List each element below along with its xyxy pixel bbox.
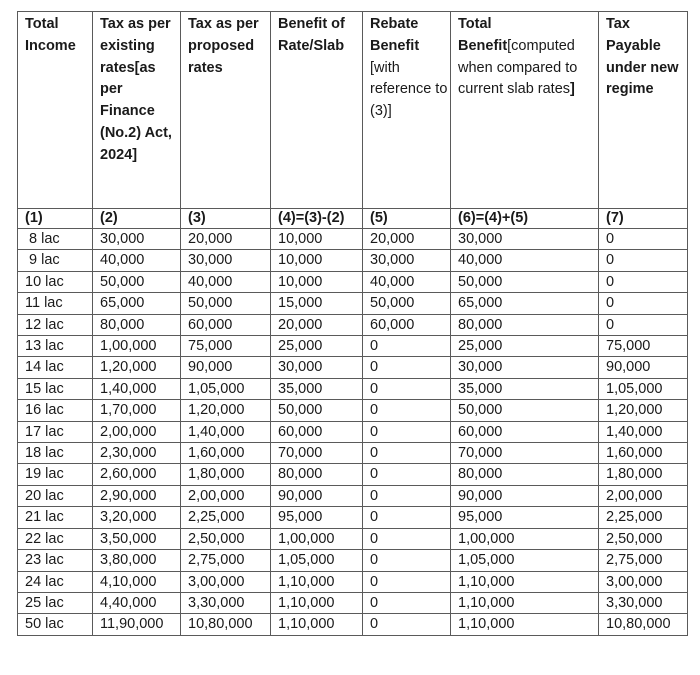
header-row <box>18 12 688 209</box>
header-regular-text: [computed when compared to current slab rates <box>458 37 578 98</box>
table-row <box>18 485 688 506</box>
table-row <box>18 378 688 399</box>
cell-total-benefit: 1,10,000 <box>451 614 599 635</box>
cell-total-income: 13 lac <box>18 336 93 357</box>
cell-tax-existing: 4,40,000 <box>93 592 181 613</box>
cell-total-income: 14 lac <box>18 357 93 378</box>
cell-total-benefit: 80,000 <box>451 314 599 335</box>
cell-rebate-benefit: 0 <box>363 550 451 571</box>
cell-tax-proposed: 3,30,000 <box>181 592 271 613</box>
cell-tax-payable-new: 1,20,000 <box>599 400 688 421</box>
cell-rate-slab-benefit: 20,000 <box>271 314 363 335</box>
cell-rate-slab-benefit: 1,05,000 <box>271 550 363 571</box>
cell-tax-payable-new: 0 <box>599 271 688 292</box>
index-tax-payable-new: (7) <box>599 209 688 229</box>
table-row <box>18 250 688 271</box>
index-rebate-benefit: (5) <box>363 209 451 229</box>
cell-rebate-benefit: 0 <box>363 507 451 528</box>
cell-tax-proposed: 40,000 <box>181 271 271 292</box>
cell-rebate-benefit: 40,000 <box>363 271 451 292</box>
cell-rate-slab-benefit: 60,000 <box>271 421 363 442</box>
header-rate-slab-benefit <box>271 12 363 209</box>
cell-rebate-benefit: 20,000 <box>363 229 451 250</box>
cell-tax-existing: 4,10,000 <box>93 571 181 592</box>
cell-tax-payable-new: 0 <box>599 293 688 314</box>
cell-total-income: 50 lac <box>18 614 93 635</box>
header-total-benefit <box>451 12 599 209</box>
cell-tax-existing: 3,50,000 <box>93 528 181 549</box>
header-regular-text: [with reference to (3)] <box>370 59 448 120</box>
table-row <box>18 443 688 464</box>
cell-total-income: 17 lac <box>18 421 93 442</box>
cell-total-income: 23 lac <box>18 550 93 571</box>
cell-rate-slab-benefit: 15,000 <box>271 293 363 314</box>
cell-total-benefit: 65,000 <box>451 293 599 314</box>
cell-rate-slab-benefit: 1,10,000 <box>271 571 363 592</box>
cell-tax-existing: 1,00,000 <box>93 336 181 357</box>
cell-tax-payable-new: 3,00,000 <box>599 571 688 592</box>
cell-tax-proposed: 1,80,000 <box>181 464 271 485</box>
table-row <box>18 464 688 485</box>
index-tax-existing: (2) <box>93 209 181 229</box>
cell-tax-payable-new: 2,00,000 <box>599 485 688 506</box>
table-row <box>18 229 688 250</box>
cell-total-income: 12 lac <box>18 314 93 335</box>
cell-tax-existing: 1,40,000 <box>93 378 181 399</box>
cell-rebate-benefit: 0 <box>363 421 451 442</box>
cell-total-benefit: 60,000 <box>451 421 599 442</box>
header-tax-existing <box>93 12 181 209</box>
header-bold-text: Total Income <box>25 16 76 54</box>
header-bold-text: Rebate Benefit <box>370 16 420 54</box>
cell-rebate-benefit: 0 <box>363 400 451 421</box>
table-row <box>18 357 688 378</box>
cell-total-income: 10 lac <box>18 271 93 292</box>
cell-total-benefit: 25,000 <box>451 336 599 357</box>
header-bold-text: Tax as per proposed rates <box>188 16 259 76</box>
cell-rebate-benefit: 0 <box>363 614 451 635</box>
cell-rate-slab-benefit: 90,000 <box>271 485 363 506</box>
cell-rebate-benefit: 0 <box>363 464 451 485</box>
cell-rebate-benefit: 0 <box>363 357 451 378</box>
cell-tax-existing: 65,000 <box>93 293 181 314</box>
cell-total-benefit: 1,10,000 <box>451 592 599 613</box>
cell-rate-slab-benefit: 70,000 <box>271 443 363 464</box>
index-tax-proposed: (3) <box>181 209 271 229</box>
cell-rebate-benefit: 0 <box>363 528 451 549</box>
cell-tax-payable-new: 75,000 <box>599 336 688 357</box>
cell-total-income: 22 lac <box>18 528 93 549</box>
cell-tax-existing: 50,000 <box>93 271 181 292</box>
cell-tax-existing: 3,80,000 <box>93 550 181 571</box>
cell-rate-slab-benefit: 1,10,000 <box>271 592 363 613</box>
cell-rate-slab-benefit: 80,000 <box>271 464 363 485</box>
cell-rebate-benefit: 0 <box>363 592 451 613</box>
cell-total-income: 9 lac <box>18 250 93 271</box>
cell-tax-payable-new: 1,60,000 <box>599 443 688 464</box>
header-total-income <box>18 12 93 209</box>
cell-rate-slab-benefit: 10,000 <box>271 271 363 292</box>
header-tail-text: ] <box>570 81 575 98</box>
cell-total-income: 25 lac <box>18 592 93 613</box>
cell-rate-slab-benefit: 35,000 <box>271 378 363 399</box>
cell-tax-proposed: 90,000 <box>181 357 271 378</box>
cell-rebate-benefit: 0 <box>363 571 451 592</box>
cell-tax-existing: 2,30,000 <box>93 443 181 464</box>
cell-total-income: 19 lac <box>18 464 93 485</box>
index-total-benefit: (6)=(4)+(5) <box>451 209 599 229</box>
cell-tax-existing: 1,20,000 <box>93 357 181 378</box>
cell-tax-proposed: 2,75,000 <box>181 550 271 571</box>
cell-tax-existing: 40,000 <box>93 250 181 271</box>
cell-rebate-benefit: 0 <box>363 336 451 357</box>
cell-rate-slab-benefit: 30,000 <box>271 357 363 378</box>
cell-rate-slab-benefit: 1,10,000 <box>271 614 363 635</box>
cell-tax-proposed: 10,80,000 <box>181 614 271 635</box>
cell-tax-payable-new: 2,25,000 <box>599 507 688 528</box>
index-total-income: (1) <box>18 209 93 229</box>
cell-total-income: 24 lac <box>18 571 93 592</box>
header-bold-text: Tax Payable under new regime <box>606 16 679 98</box>
cell-tax-payable-new: 3,30,000 <box>599 592 688 613</box>
cell-tax-payable-new: 10,80,000 <box>599 614 688 635</box>
cell-tax-payable-new: 1,05,000 <box>599 378 688 399</box>
cell-tax-payable-new: 90,000 <box>599 357 688 378</box>
header-tax-proposed <box>181 12 271 209</box>
cell-tax-existing: 11,90,000 <box>93 614 181 635</box>
cell-tax-existing: 2,90,000 <box>93 485 181 506</box>
cell-total-benefit: 40,000 <box>451 250 599 271</box>
cell-total-benefit: 30,000 <box>451 229 599 250</box>
cell-tax-proposed: 3,00,000 <box>181 571 271 592</box>
cell-tax-proposed: 1,20,000 <box>181 400 271 421</box>
cell-tax-proposed: 2,00,000 <box>181 485 271 506</box>
cell-tax-payable-new: 1,40,000 <box>599 421 688 442</box>
cell-total-benefit: 1,10,000 <box>451 571 599 592</box>
header-tax-payable-new <box>599 12 688 209</box>
cell-tax-proposed: 75,000 <box>181 336 271 357</box>
column-index-row <box>18 209 688 229</box>
table-row <box>18 571 688 592</box>
cell-rebate-benefit: 30,000 <box>363 250 451 271</box>
cell-total-benefit: 1,05,000 <box>451 550 599 571</box>
cell-rebate-benefit: 50,000 <box>363 293 451 314</box>
cell-tax-existing: 1,70,000 <box>93 400 181 421</box>
cell-rate-slab-benefit: 50,000 <box>271 400 363 421</box>
table-row <box>18 336 688 357</box>
cell-total-income: 15 lac <box>18 378 93 399</box>
cell-tax-proposed: 50,000 <box>181 293 271 314</box>
cell-total-benefit: 95,000 <box>451 507 599 528</box>
cell-rate-slab-benefit: 10,000 <box>271 250 363 271</box>
header-bold-text: Tax as per existing rates[as per Finance (No.2) Act, 2024] <box>100 16 172 163</box>
cell-total-benefit: 70,000 <box>451 443 599 464</box>
header-bold-text: Benefit of Rate/Slab <box>278 16 345 54</box>
cell-tax-existing: 2,00,000 <box>93 421 181 442</box>
cell-total-income: 21 lac <box>18 507 93 528</box>
cell-tax-proposed: 1,40,000 <box>181 421 271 442</box>
cell-total-benefit: 35,000 <box>451 378 599 399</box>
tax-comparison-table <box>17 11 688 636</box>
cell-total-benefit: 1,00,000 <box>451 528 599 549</box>
table-row <box>18 421 688 442</box>
index-rate-slab-benefit: (4)=(3)-(2) <box>271 209 363 229</box>
table-row <box>18 550 688 571</box>
table-row <box>18 528 688 549</box>
table-row <box>18 293 688 314</box>
cell-total-income: 20 lac <box>18 485 93 506</box>
cell-rate-slab-benefit: 1,00,000 <box>271 528 363 549</box>
cell-tax-proposed: 30,000 <box>181 250 271 271</box>
header-rebate-benefit <box>363 12 451 209</box>
cell-total-income: 16 lac <box>18 400 93 421</box>
cell-rate-slab-benefit: 95,000 <box>271 507 363 528</box>
cell-tax-payable-new: 2,50,000 <box>599 528 688 549</box>
cell-tax-proposed: 60,000 <box>181 314 271 335</box>
cell-rate-slab-benefit: 10,000 <box>271 229 363 250</box>
cell-total-benefit: 50,000 <box>451 271 599 292</box>
cell-total-benefit: 50,000 <box>451 400 599 421</box>
cell-rebate-benefit: 0 <box>363 378 451 399</box>
cell-tax-proposed: 1,05,000 <box>181 378 271 399</box>
cell-tax-existing: 30,000 <box>93 229 181 250</box>
cell-tax-existing: 2,60,000 <box>93 464 181 485</box>
table-row <box>18 614 688 635</box>
table-row <box>18 507 688 528</box>
cell-total-income: 8 lac <box>18 229 93 250</box>
cell-tax-payable-new: 1,80,000 <box>599 464 688 485</box>
header-bold-text: Total Benefit <box>458 16 508 54</box>
cell-tax-payable-new: 0 <box>599 314 688 335</box>
cell-tax-payable-new: 0 <box>599 229 688 250</box>
cell-tax-existing: 3,20,000 <box>93 507 181 528</box>
cell-total-income: 11 lac <box>18 293 93 314</box>
cell-tax-proposed: 2,50,000 <box>181 528 271 549</box>
cell-tax-payable-new: 0 <box>599 250 688 271</box>
cell-tax-existing: 80,000 <box>93 314 181 335</box>
cell-total-benefit: 90,000 <box>451 485 599 506</box>
cell-total-income: 18 lac <box>18 443 93 464</box>
cell-total-benefit: 30,000 <box>451 357 599 378</box>
cell-rebate-benefit: 0 <box>363 485 451 506</box>
cell-total-benefit: 80,000 <box>451 464 599 485</box>
cell-tax-proposed: 1,60,000 <box>181 443 271 464</box>
cell-rate-slab-benefit: 25,000 <box>271 336 363 357</box>
cell-rebate-benefit: 60,000 <box>363 314 451 335</box>
cell-tax-proposed: 20,000 <box>181 229 271 250</box>
cell-tax-payable-new: 2,75,000 <box>599 550 688 571</box>
cell-rebate-benefit: 0 <box>363 443 451 464</box>
table-row <box>18 400 688 421</box>
table-row <box>18 314 688 335</box>
table-row <box>18 592 688 613</box>
cell-tax-proposed: 2,25,000 <box>181 507 271 528</box>
table-row <box>18 271 688 292</box>
